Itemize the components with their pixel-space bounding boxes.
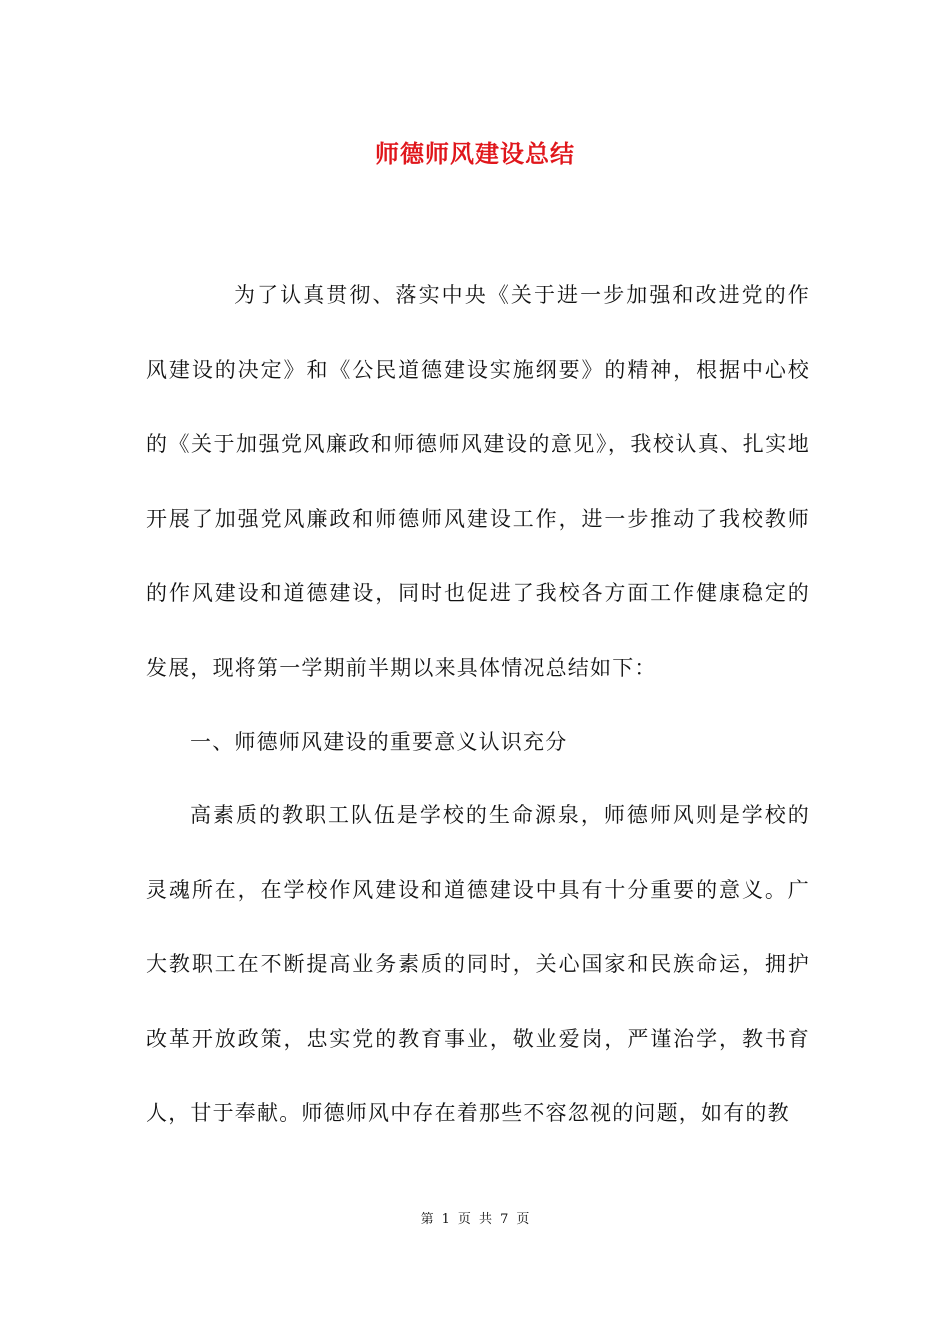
page-suffix: 页 bbox=[516, 1212, 530, 1227]
page-mid: 页 共 bbox=[457, 1212, 493, 1227]
total-pages-number: 7 bbox=[500, 1212, 509, 1227]
current-page-number: 1 bbox=[441, 1212, 450, 1227]
document-title: 师德师风建设总结 bbox=[375, 139, 575, 168]
paragraph-section-1: 高素质的教职工队伍是学校的生命源泉，师德师风则是学校的灵魂所在，在学校作风建设和道德建设中具有十分重要的意义。广大教职工在不断提高业务素质的同时，关心国家和民族命运，拥护改革开放政策，忠实党的教育事业，敬业爱岗，严谨治学，教书育人，甘于奉献。师德师风中存在着那些不容忽视的问题，如有的教 bbox=[146, 803, 810, 1125]
page-prefix: 第 bbox=[420, 1212, 434, 1227]
paragraph-intro: 为了认真贯彻、落实中央《关于进一步加强和改进党的作风建设的决定》和《公民道德建设实施纲要》的精神，根据中心校的《关于加强党风廉政和师德师风建设的意见》，我校认真、扎实地开展了加强党风廉政和师德师风建设工作，进一步推动了我校教师的作风建设和道德建设，同时也促进了我校各方面工作健康稳定的发展，现将第一学期前半期以来具体情况总结如下： bbox=[146, 283, 810, 680]
page-number-footer bbox=[0, 1208, 950, 1227]
section-heading-1: 一、师德师风建设的重要意义认识充分 bbox=[190, 730, 568, 754]
